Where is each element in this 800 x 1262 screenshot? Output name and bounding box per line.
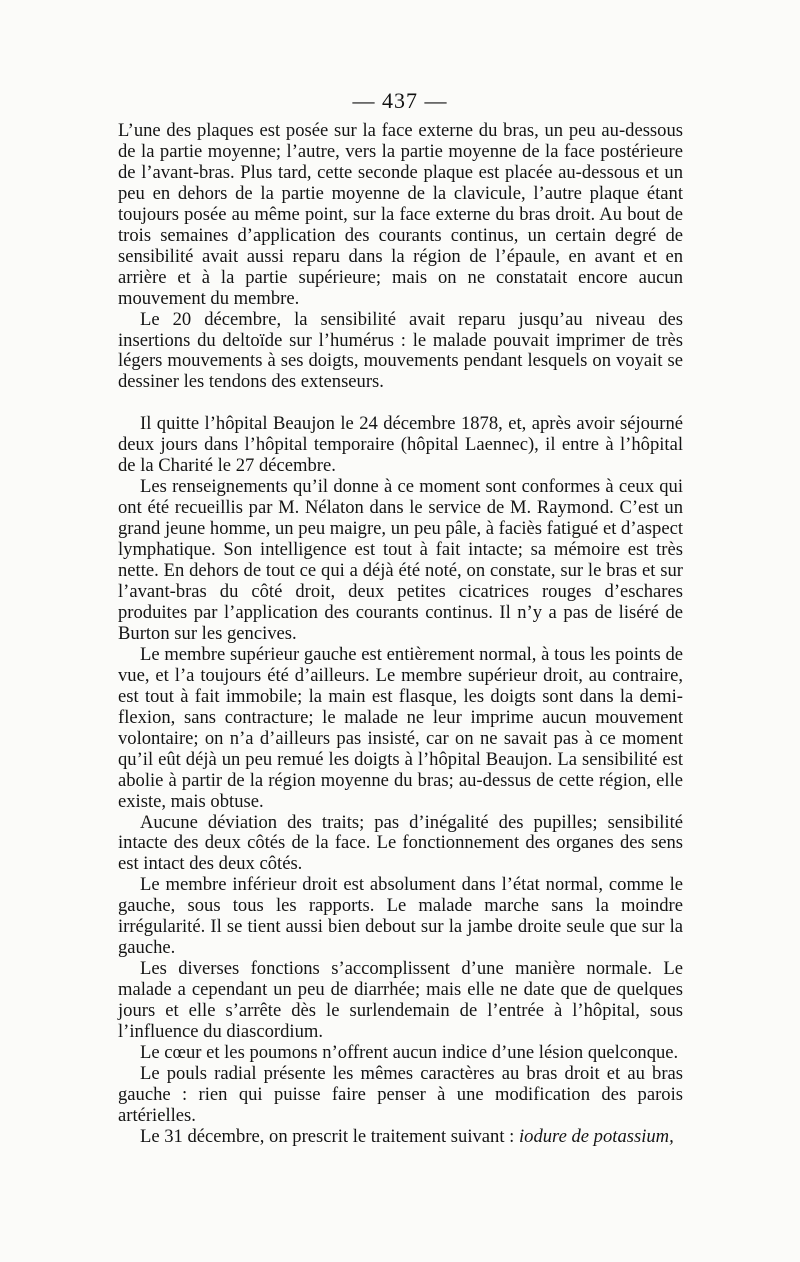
paragraph-patient-description: Les renseignements qu’il donne à ce moment sont conformes à ceux qui ont été recueillis par M. Nélaton dans le service de M. Raymond. C’est un grand jeune homme, un peu maigre, un peu pâle, à faciès fatigué et d’aspect lymphatique. Son intelligence est tout à fait intacte; sa mémoire est très nette. En dehors de tout ce qui a déjà été noté, on constate, sur le bras et sur l’avant-bras du côté droit, deux petites cicatrices rouges d’eschares produites par l’application des courants continus. Il n’y a pas de liséré de Burton sur les gencives. [118,476,683,644]
paragraph-face: Aucune déviation des traits; pas d’inégalité des pupilles; sensibilité intacte des deux côtés de la face. Le fonctionnement des organes des sens est intact des deux côtés. [118,811,683,875]
paragraph-gap [118,393,683,414]
paragraph-leaves-beaujon: Il quitte l’hôpital Beaujon le 24 décembre 1878, et, après avoir séjourné deux jours dans l’hôpital temporaire (hôpital Laennec), il entre à l’hôpital de la Charité le 27 décembre. [118,413,683,477]
treatment-drug: iodure de potassium, [518,1125,674,1147]
paragraph-upper-limbs: Le membre supérieur gauche est entièrement normal, à tous les points de vue, et l’a toujours été d’ailleurs. Le membre supérieur droit, au contraire, est tout à fait immobile; la main est flasque, les doigts sont dans la demi-flexion, sans contracture; le malade ne leur imprime aucun mouvement volontaire; on n’a d’ailleurs pas insisté, car on ne savait pas à ce moment qu’il eût déjà un peu remué les doigts à l’hôpital Beaujon. La sensibilité est abolie à partir de la région moyenne du bras; au-dessus de cette région, elle existe, mais obtuse. [118,643,683,812]
page-number: — 437 — [352,88,448,113]
paragraph-electrode-placement: L’une des plaques est posée sur la face externe du bras, un peu au-dessous de la partie moyenne; l’autre, vers la partie moyenne de la face postérieure de l’avant-bras. Plus tard, cette seconde plaque est placée au-dessous et un peu en dehors de la partie moyenne de la clavicule, l’autre plaque étant toujours posée au même point, sur la face externe du bras droit. Au bout de trois semaines d’application des courants continus, un certain degré de sensibilité avait aussi reparu dans la région de l’épaule, en avant et en arrière et à la partie supérieure; mais on ne constatait encore aucun mouvement du membre. [118,120,683,309]
paragraph-radial-pulse: Le pouls radial présente les mêmes caractères au bras droit et au bras gauche : rien qui puisse faire penser à une modification des parois artérielles. [118,1062,683,1126]
paragraph-heart-lungs: Le cœur et les poumons n’offrent aucun indice d’une lésion quelconque. [140,1041,679,1063]
treatment-text: Le 31 décembre, on prescrit le traitement suivant : [140,1125,515,1147]
paragraph-lower-limbs: Le membre inférieur droit est absolument dans l’état normal, comme le gauche, sous tous les rapports. Le malade marche sans la moindre irrégularité. Il se tient aussi bien debout sur la jambe droite seule que sur la gauche. [118,874,683,959]
paragraph-functions: Les diverses fonctions s’accomplissent d’une manière normale. Le malade a cependant un peu de diarrhée; mais elle ne date que de quelques jours et elle s’arrête dès le surlendemain de l’entrée à l’hôpital, sous l’influence du diascordium. [118,958,683,1043]
page-body [118,121,683,1148]
paragraph-december-20: Le 20 décembre, la sensibilité avait reparu jusqu’au niveau des insertions du deltoïde sur l’humérus : le malade pouvait imprimer de très légers mouvements à ses doigts, mouvements pendant lesquels on voyait se dessiner les tendons des extenseurs. [118,308,683,393]
paragraph-treatment [118,1127,683,1148]
